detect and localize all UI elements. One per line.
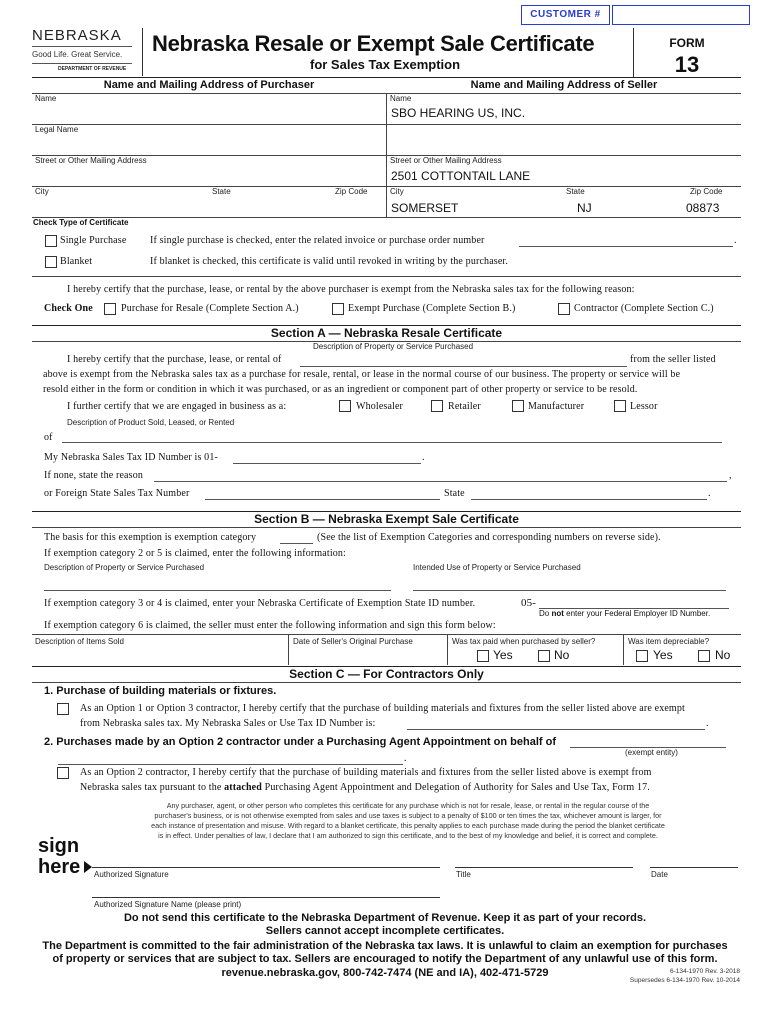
seller-state-field[interactable]: NJ — [577, 201, 592, 215]
purchaser-street-label: Street or Other Mailing Address — [35, 156, 147, 165]
prefix-05: 05- — [521, 597, 537, 609]
section-b-title: Section B — Nebraska Exempt Sale Certificate — [254, 512, 519, 526]
tax-paid-no-label: No — [554, 648, 570, 662]
foreign-state-field[interactable] — [471, 499, 707, 500]
purchaser-city-label: City — [35, 187, 49, 196]
section-a-title: Section A — Nebraska Resale Certificate — [270, 326, 503, 340]
footer-department — [10, 940, 760, 966]
cert-type-heading: Check Type of Certificate — [33, 218, 129, 227]
purchaser-name-label: Name — [35, 94, 57, 103]
seller-state-label: State — [566, 187, 585, 196]
product-desc-label: Description of Product Sold, Leased, or Rented — [67, 418, 235, 427]
customer-label-text: CUSTOMER # — [530, 9, 601, 20]
depreciable-yes-label: Yes — [653, 648, 673, 662]
seller-street-label: Street or Other Mailing Address — [390, 156, 502, 165]
section-a-line2: above is exempt from the Nebraska sales tax as a purchase for resale, rental, or lease in the normal course of our business. The property or service will be — [43, 369, 681, 380]
footer-notice — [20, 912, 750, 938]
invoice-number-field[interactable] — [519, 246, 733, 247]
if-3-4-text: If exemption category 3 or 4 is claimed, enter your Nebraska Certificate of Exemption State ID number. — [44, 598, 476, 609]
footer-line1: Do not send this certificate to the Nebraska Department of Revenue. Keep it as part of your records. — [123, 912, 646, 924]
blanket-text: If blanket is checked, this certificate is valid until revoked in writing by the purchaser. — [150, 256, 508, 267]
signature-name-label: Authorized Signature Name (please print) — [94, 900, 242, 909]
lessor-checkbox[interactable] — [614, 400, 626, 412]
section-c-title: Section C — For Contractors Only — [289, 667, 484, 681]
seller-street-field[interactable]: 2501 COTTONTAIL LANE — [391, 169, 531, 183]
title-field[interactable] — [455, 867, 633, 868]
product-desc-field[interactable] — [62, 442, 722, 443]
seller-zip-label: Zip Code — [690, 187, 723, 196]
foreign-tax-label: or Foreign State Sales Tax Number — [44, 488, 190, 499]
lessor-label: Lessor — [630, 401, 658, 412]
tax-paid-yes-checkbox[interactable] — [477, 650, 489, 662]
seller-city-label: City — [390, 187, 404, 196]
single-purchase-checkbox[interactable] — [45, 235, 57, 247]
depreciable-no-checkbox[interactable] — [698, 650, 710, 662]
depreciable-no-label: No — [715, 648, 731, 662]
customer-number-field[interactable] — [612, 5, 750, 25]
blanket-checkbox[interactable] — [45, 256, 57, 268]
nebraska-logo — [32, 27, 132, 75]
resale-checkbox[interactable] — [104, 303, 116, 315]
exemption-category-field[interactable] — [280, 543, 313, 544]
option-1-3-checkbox[interactable] — [57, 703, 69, 715]
contractor-checkbox[interactable] — [558, 303, 570, 315]
seller-name-field[interactable]: SBO HEARING US, INC. — [391, 106, 526, 120]
section-a-line1a: I hereby certify that the purchase, lease, or rental of — [67, 354, 282, 365]
penalty-text: Any purchaser, agent, or other person who completes this certificate for any purchase which is not for resale, lease, or rental in the regular course of the purchaser's business, or is not otherwise exempted from sales and use taxes is subject to a penalty of $100 or ten times the tax, whichever amount is larger, for each instance of presentation and misuse. With regard to a blanket certificate, this penalty applies to each purchase made during the period the blanket certificate is in effect. Under penalties of law, I declare that I am authorized to sign this certificate, and to the best of my knowledge and belief, it is correct and complete. — [151, 801, 665, 840]
logo-slogan: Good Life. Great Service. — [32, 50, 123, 59]
foreign-state-label: State — [444, 488, 465, 499]
here-word: here — [38, 856, 81, 878]
purchaser-header: Name and Mailing Address of Purchaser — [103, 79, 315, 91]
section-a-line3: resold either in the form or condition in which it was purchased, or as an ingredient or component part of other property or service to be resold. — [43, 384, 638, 395]
purchaser-zip-label: Zip Code — [335, 187, 368, 196]
signature-name-field[interactable] — [92, 897, 440, 898]
reason-field[interactable] — [154, 481, 727, 482]
certify-statement: I hereby certify that the purchase, lease, or rental by the above purchaser is exempt from the Nebraska sales tax for the following reason: — [67, 284, 635, 295]
if-2-5-text: If exemption category 2 or 5 is claimed, enter the following information: — [44, 548, 346, 559]
option-2-checkbox[interactable] — [57, 767, 69, 779]
contractor-option-label: Contractor (Complete Section C.) — [574, 303, 714, 314]
manufacturer-label: Manufacturer — [528, 401, 585, 412]
form-label: FORM — [669, 36, 705, 50]
section-a-desc-label: Description of Property or Service Purchased — [313, 342, 474, 351]
purchaser-legal-name-label: Legal Name — [35, 125, 79, 134]
engaged-text: I further certify that we are engaged in business as a: — [67, 401, 287, 412]
customer-number-label — [521, 5, 610, 25]
single-purchase-label: Single Purchase — [60, 235, 127, 246]
title-label: Title — [456, 870, 471, 879]
basis-text-b: (See the list of Exemption Categories and corresponding numbers on reverse side). — [317, 532, 661, 543]
if-none-label: If none, state the reason — [44, 470, 143, 481]
tax-id-field[interactable] — [233, 463, 421, 464]
authorized-signature-field[interactable] — [92, 867, 440, 868]
retailer-checkbox[interactable] — [431, 400, 443, 412]
if-6-text: If exemption category 6 is claimed, the seller must enter the following information and sign this form below: — [44, 620, 496, 631]
single-purchase-text: If single purchase is checked, enter the related invoice or purchase order number — [150, 235, 485, 246]
seller-name-label: Name — [390, 94, 412, 103]
seller-header: Name and Mailing Address of Seller — [470, 79, 658, 91]
logo-state-name: NEBRASKA — [32, 27, 122, 44]
form-revision: 6-134-1970 Rev. 3-2018 — [670, 968, 740, 975]
tax-paid-yes-label: Yes — [493, 648, 513, 662]
check-one-label: Check One — [44, 303, 93, 314]
sign-word: sign — [38, 835, 80, 857]
basis-text-a: The basis for this exemption is exemption category — [44, 532, 257, 543]
foreign-tax-field[interactable] — [205, 499, 440, 500]
col-items-sold: Description of Items Sold — [35, 637, 124, 646]
option-1-3-text-b: from Nebraska sales tax. My Nebraska Sales or Use Tax ID Number is: — [80, 718, 376, 729]
footer-line3: The Department is committed to the fair administration of the Nebraska tax laws. It is unlawful to claim an exemption for purchases — [42, 940, 728, 952]
seller-zip-field[interactable]: 08873 — [686, 201, 720, 215]
blanket-label: Blanket — [60, 256, 93, 267]
exempt-entity-label: (exempt entity) — [625, 748, 678, 757]
depreciable-yes-checkbox[interactable] — [636, 650, 648, 662]
of-label: of — [44, 432, 53, 443]
col-depreciable: Was item depreciable? — [628, 637, 710, 646]
page-subtitle: for Sales Tax Exemption — [309, 57, 461, 72]
footer-contact: revenue.nebraska.gov, 800-742-7474 (NE and IA), 402-471-5729 — [221, 967, 549, 979]
retailer-label: Retailer — [448, 401, 481, 412]
contractor-tax-id-field[interactable] — [407, 729, 705, 730]
section-a-property-field[interactable] — [300, 366, 627, 367]
arrow-right-icon — [84, 861, 92, 873]
wholesaler-label: Wholesaler — [356, 401, 404, 412]
date-label: Date — [651, 870, 668, 879]
tax-paid-no-checkbox[interactable] — [538, 650, 550, 662]
col-date-purchase: Date of Seller's Original Purchase — [293, 637, 413, 646]
tax-id-label: My Nebraska Sales Tax ID Number is 01- — [44, 452, 218, 463]
section-b-desc-field[interactable] — [44, 590, 391, 591]
date-field[interactable] — [650, 867, 738, 868]
page-title: Nebraska Resale or Exempt Sale Certificate — [152, 31, 595, 56]
logo-dept: DEPARTMENT OF REVENUE — [58, 66, 127, 72]
no-fein-note: Do not enter your Federal Employer ID Number. — [539, 609, 711, 618]
option-1-3-text-a: As an Option 1 or Option 3 contractor, I hereby certify that the purchase of building materials and fixtures from the seller listed above are exempt — [80, 703, 685, 714]
purchaser-state-label: State — [212, 187, 231, 196]
authorized-signature-label: Authorized Signature — [94, 870, 169, 879]
section-b-desc-label: Description of Property or Service Purchased — [44, 563, 205, 572]
resale-option-label: Purchase for Resale (Complete Section A.) — [121, 303, 299, 314]
form-number: 13 — [674, 52, 700, 77]
exempt-purchase-checkbox[interactable] — [332, 303, 344, 315]
wholesaler-checkbox[interactable] — [339, 400, 351, 412]
section-a-line1b: from the seller listed — [630, 354, 716, 365]
col-tax-paid: Was tax paid when purchased by seller? — [452, 637, 596, 646]
footer-line2: Sellers cannot accept incomplete certificates. — [265, 925, 505, 937]
form-supersedes: Supersedes 6-134-1970 Rev. 10-2014 — [629, 977, 740, 984]
option-2-text-b: Nebraska sales tax pursuant to the attached Purchasing Agent Appointment and Delegation of Authority for Sales and Use Tax, Form 17. — [80, 782, 650, 793]
exempt-entity-field-2[interactable] — [58, 764, 403, 765]
exempt-option-label: Exempt Purchase (Complete Section B.) — [348, 303, 516, 314]
contractor-item1: 1. Purchase of building materials or fixtures. — [44, 685, 277, 697]
section-b-use-label: Intended Use of Property or Service Purchased — [413, 563, 581, 572]
contractor-item2: 2. Purchases made by an Option 2 contractor under a Purchasing Agent Appointment on behalf of — [44, 736, 556, 748]
manufacturer-checkbox[interactable] — [512, 400, 524, 412]
seller-city-field[interactable]: SOMERSET — [391, 201, 459, 215]
section-b-use-field[interactable] — [413, 590, 726, 591]
footer-line4: of property or services that are subject to tax. Sellers are encouraged to notify the Department of any unlawful use of this form. — [52, 953, 718, 965]
option-2-text-a: As an Option 2 contractor, I hereby certify that the purchase of building materials and fixtures from the seller listed above is exempt from — [80, 767, 652, 778]
